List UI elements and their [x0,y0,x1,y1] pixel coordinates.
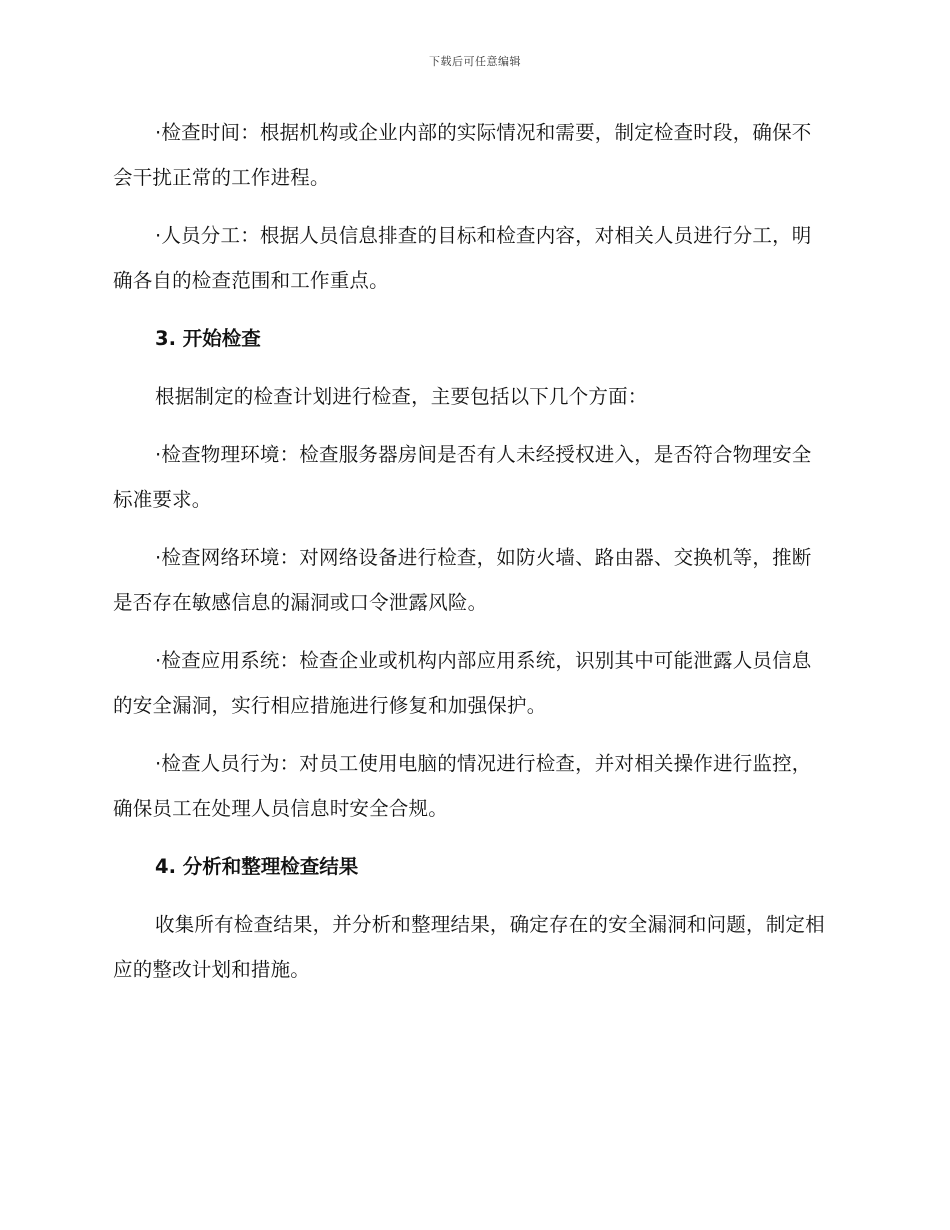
section-heading-analyze-results: 4. 分析和整理检查结果 [155,855,359,878]
document-body [113,110,825,1005]
paragraph-inspection-intro: 根据制定的检查计划进行检查，主要包括以下几个方面： [155,385,648,408]
paragraph-physical-environment: ·检查物理环境：检查服务器房间是否有人未经授权进入，是否符合物理安全标准要求。 [113,443,812,511]
paragraph-collect-results: 收集所有检查结果，并分析和整理结果，确定存在的安全漏洞和问题，制定相应的整改计划和措施。 [113,913,825,981]
paragraph-personnel-behavior: ·检查人员行为：对员工使用电脑的情况进行检查，并对相关操作进行监控，确保员工在处理人员信息时安全合规。 [113,752,812,820]
paragraph-application-systems: ·检查应用系统：检查企业或机构内部应用系统，识别其中可能泄露人员信息的安全漏洞，实行相应措施进行修复和加强保护。 [113,649,812,717]
header-note: 下载后可任意编辑 [429,55,521,68]
paragraph-staff-assignment: ·人员分工：根据人员信息排查的目标和检查内容，对相关人员进行分工，明确各自的检查范围和工作重点。 [113,224,812,292]
paragraph-inspection-time: ·检查时间：根据机构或企业内部的实际情况和需要，制定检查时段，确保不会干扰正常的工作进程。 [113,121,812,189]
paragraph-network-environment: ·检查网络环境：对网络设备进行检查，如防火墙、路由器、交换机等，推断是否存在敏感信息的漏洞或口令泄露风险。 [113,546,812,614]
section-heading-start-inspection: 3. 开始检查 [155,327,261,350]
